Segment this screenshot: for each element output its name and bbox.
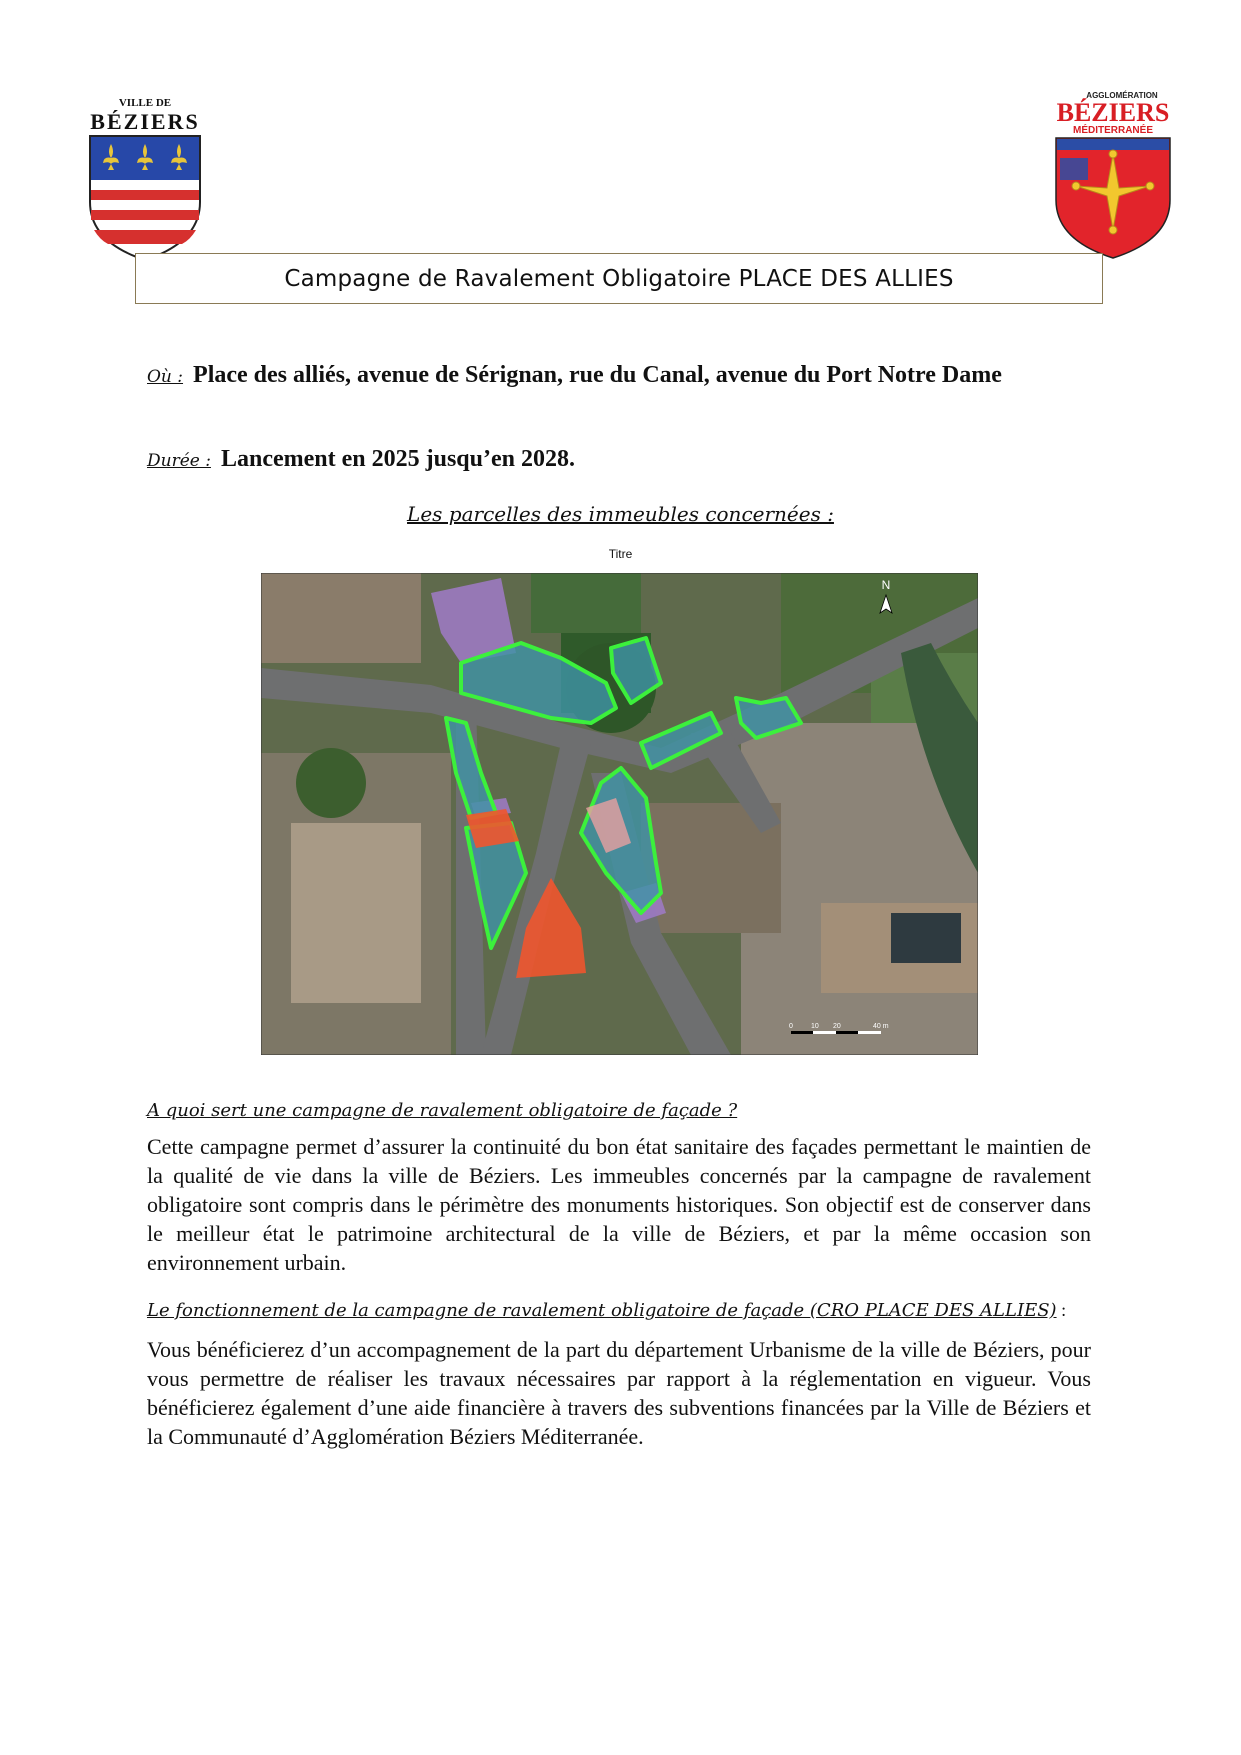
agglo-beziers-logo (1052, 88, 1174, 260)
section1-heading: A quoi sert une campagne de ravalement obligatoire de façade ? (147, 1100, 738, 1121)
logo-left-line1: VILLE DE (118, 97, 172, 109)
duration-value: Lancement en 2025 jusqu’en 2028. (220, 446, 575, 472)
section2-heading-line (147, 1300, 1066, 1321)
north-label: N (881, 578, 891, 592)
logo-right-line3: MÉDITERRANÉE (1072, 125, 1154, 136)
scale-label-0: 0 (789, 1023, 793, 1030)
scale-label-10: 10 (811, 1023, 819, 1030)
scale-label-40: 40 m (873, 1023, 889, 1030)
section1-body: Cette campagne permet d’assurer la continuité du bon état sanitaire des façades permettant le maintien de la qualité de vie dans la ville de Béziers. Les immeubles concernés par la campagne de ravalement obligatoire sont compris dans le périmètre des monuments historiques. Son objectif est de conserver dans le meilleur état le patrimoine architectural de la ville de Béziers, et par la même occasion son environnement urbain. (147, 1134, 1091, 1275)
section2-colon: : (1056, 1300, 1067, 1320)
page-title: Campagne de Ravalement Obligatoire PLACE DES ALLIES (284, 265, 954, 292)
map-title: Titre (608, 547, 633, 561)
location-value: Place des alliés, avenue de Sérignan, rue du Canal, avenue du Port Notre Dame (193, 362, 1002, 388)
section2-heading: Le fonctionnement de la campagne de ravalement obligatoire de façade (CRO PLACE DES ALLIES) (147, 1300, 1057, 1321)
location-line (147, 357, 1107, 396)
duration-label: Durée : (147, 451, 211, 471)
location-label: Où : (147, 367, 184, 387)
section2-body: Vous bénéficierez d’un accompagnement de la part du département Urbanisme de la ville de Béziers, pour vous permettre de réaliser les travaux nécessaires par rapport à la réglementation en vigueur. Vous bénéficierez également d’une aide financière à travers des subventions financées par la Ville de Béziers et la Communauté d’Agglomération Béziers Méditerranée. (147, 1337, 1091, 1449)
aerial-parcel-map (261, 573, 978, 1055)
map-caption: Les parcelles des immeubles concernées : (407, 502, 834, 526)
logo-left-line2: BÉZIERS (90, 109, 200, 134)
logo-right-line2: BÉZIERS (1056, 98, 1170, 127)
ville-de-beziers-logo (86, 92, 204, 262)
scale-label-20: 20 (833, 1023, 841, 1030)
logo-right-line1: AGGLOMÉRATION (1086, 91, 1158, 100)
title-box (135, 253, 1103, 304)
duration-line (147, 441, 575, 480)
